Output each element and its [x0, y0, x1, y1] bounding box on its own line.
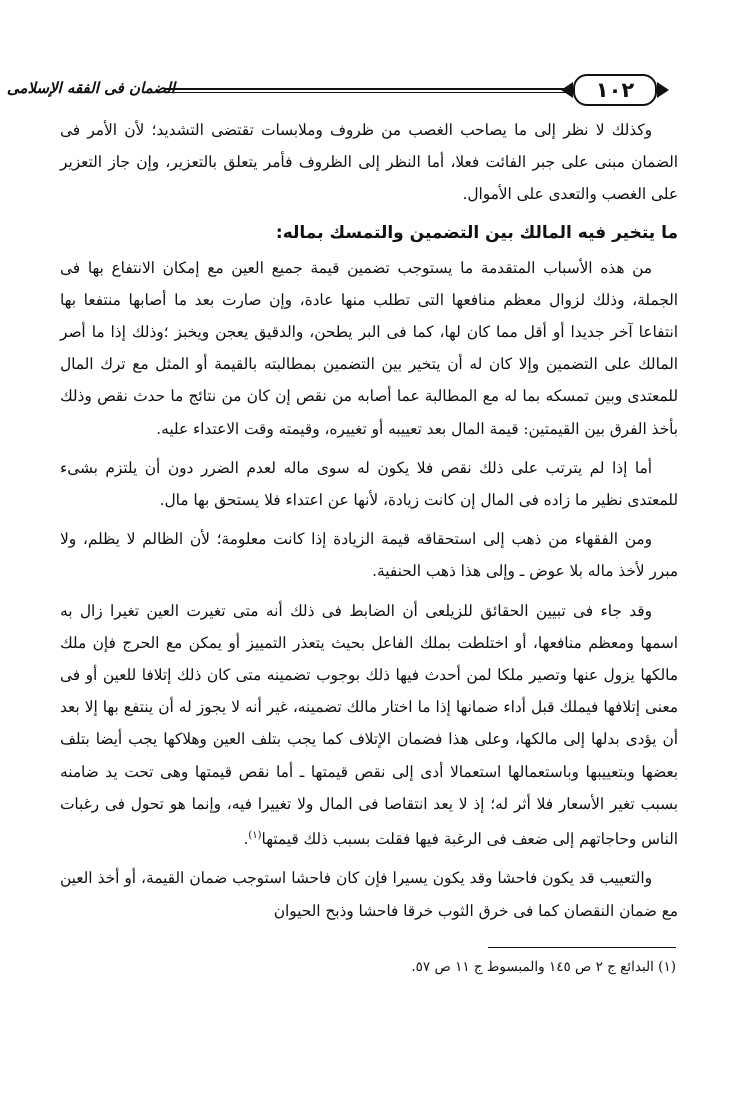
paragraph: من هذه الأسباب المتقدمة ما يستوجب تضمين قيمة جميع العين مع إمكان الانتفاع بها فى الجملة، وذلك لزوال معظم منافعها التى تطلب منها عادة، وإن صارت بعد ما أصابها منتفعا بها انتفاعا آخر جديدا أو أقل مما كان لها، كما فى البر يطحن، والدقيق يعجن ويخبز ؛وذلك إذا ما أصر المالك على التضمين وإلا كان له أن يتخير بين التضمين بمطالبته بالقيمة أو المثل مع ترك المال للمعتدى وبين تمسكه بما له مع المطالبة عما أصابه من نقص إن كان من نتائج ما حدث نقص وذلك بأخذ الفرق بين القيمتين: قيمة المال بعد تعييبه أو تغييره، وقيمته وقت الاعتداء عليه.: [60, 258, 678, 438]
paragraph: وكذلك لا نظر إلى ما يصاحب الغصب من ظروف وملابسات تقتضى التشديد؛ لأن الأمر فى الضمان مبنى على جبر الفائت فعلا، أما النظر إلى الظروف فأمر يتعلق بالتعزير، وإن جاز التعزير على الغصب والتعدى على الأموال.: [60, 121, 678, 204]
footnote-rule: [488, 947, 676, 948]
paragraph: [60, 595, 678, 856]
paragraph-end: .: [243, 830, 249, 849]
section-heading: ما يتخير فيه المالك بين التضمين والتمسك بماله:: [275, 222, 678, 243]
footnote: (١) البدائع ج ٢ ص ١٤٥ والمبسوط ج ١١ ص ٥٧.: [411, 959, 676, 975]
paragraph: أما إذا لم يترتب على ذلك نقص فلا يكون له سوى ماله لعدم الضرر دون أن يلتزم بشىء للمعتدى نظير ما زاده فى المال إن كانت زيادة، لأنها عن اعتداء فلا يستحق بها مال.: [60, 458, 678, 510]
running-header: [6, 72, 657, 108]
body-text: [60, 114, 678, 934]
paragraph: ومن الفقهاء من ذهب إلى استحقاقه قيمة الزيادة إذا كانت معلومة؛ لأن الظالم لا يظلم، ولا مبرر لأخذ ماله بلا عوض ـ وإلى هذا ذهب الحنفية.: [60, 530, 678, 581]
paragraph-text: وقد جاء فى تبيين الحقائق للزيلعى أن الضابط فى ذلك أنه متى تغيرت العين تغيرا زال به اسمها ومعظم منافعها، أو اختلطت بملك الفاعل بحيث يتعذر التمييز أو يمكن مع الحرج فإن ملك مالكها يزول عنها وتصير ملكا لمن أحدث فيها ذلك بوجوب تضمينه متى كان ذلك إتلافا للعين أو فى معنى إتلافها فيملك قبل أداء ضمانها إذا ما اختار مالك تضمينه، غير أنه لا يجوز له أن ينتفع بها إلا بعد أن يؤدى بدلها إلى مالكها، وعلى هذا فضمان الإتلاف كما يجب بتلف العين وهلاكها يجب أيضا بتلف بعضها وبتعييبها وباستعمالها استعمالا أدى إلى نقص قيمتها ـ أما نقص قيمتها وهى تحت يد ضامنه بسبب تغير الأسعار فلا أثر له؛ إذ لا يعد انتقاصا فى المال ولا تغييرا فيه، وإنما هو تحول فى رغبات الناس وحاجاتهم إلى ضعف فى الرغبة فيها فقلت بسبب ذلك قيمتها: [60, 601, 678, 849]
running-title: الضمان فى الفقه الإسلامى: [6, 79, 175, 97]
header-rule: [165, 88, 575, 93]
page-number: ١٠٢: [573, 74, 657, 106]
paragraph: والتعييب قد يكون فاحشا وقد يكون يسيرا فإن كان فاحشا استوجب ضمان القيمة، أو أخذ العين مع ضمان النقصان كما فى خرق الثوب خرقا فاحشا وذبح الحيوان: [60, 869, 678, 920]
footnote-reference: (١): [248, 830, 262, 842]
